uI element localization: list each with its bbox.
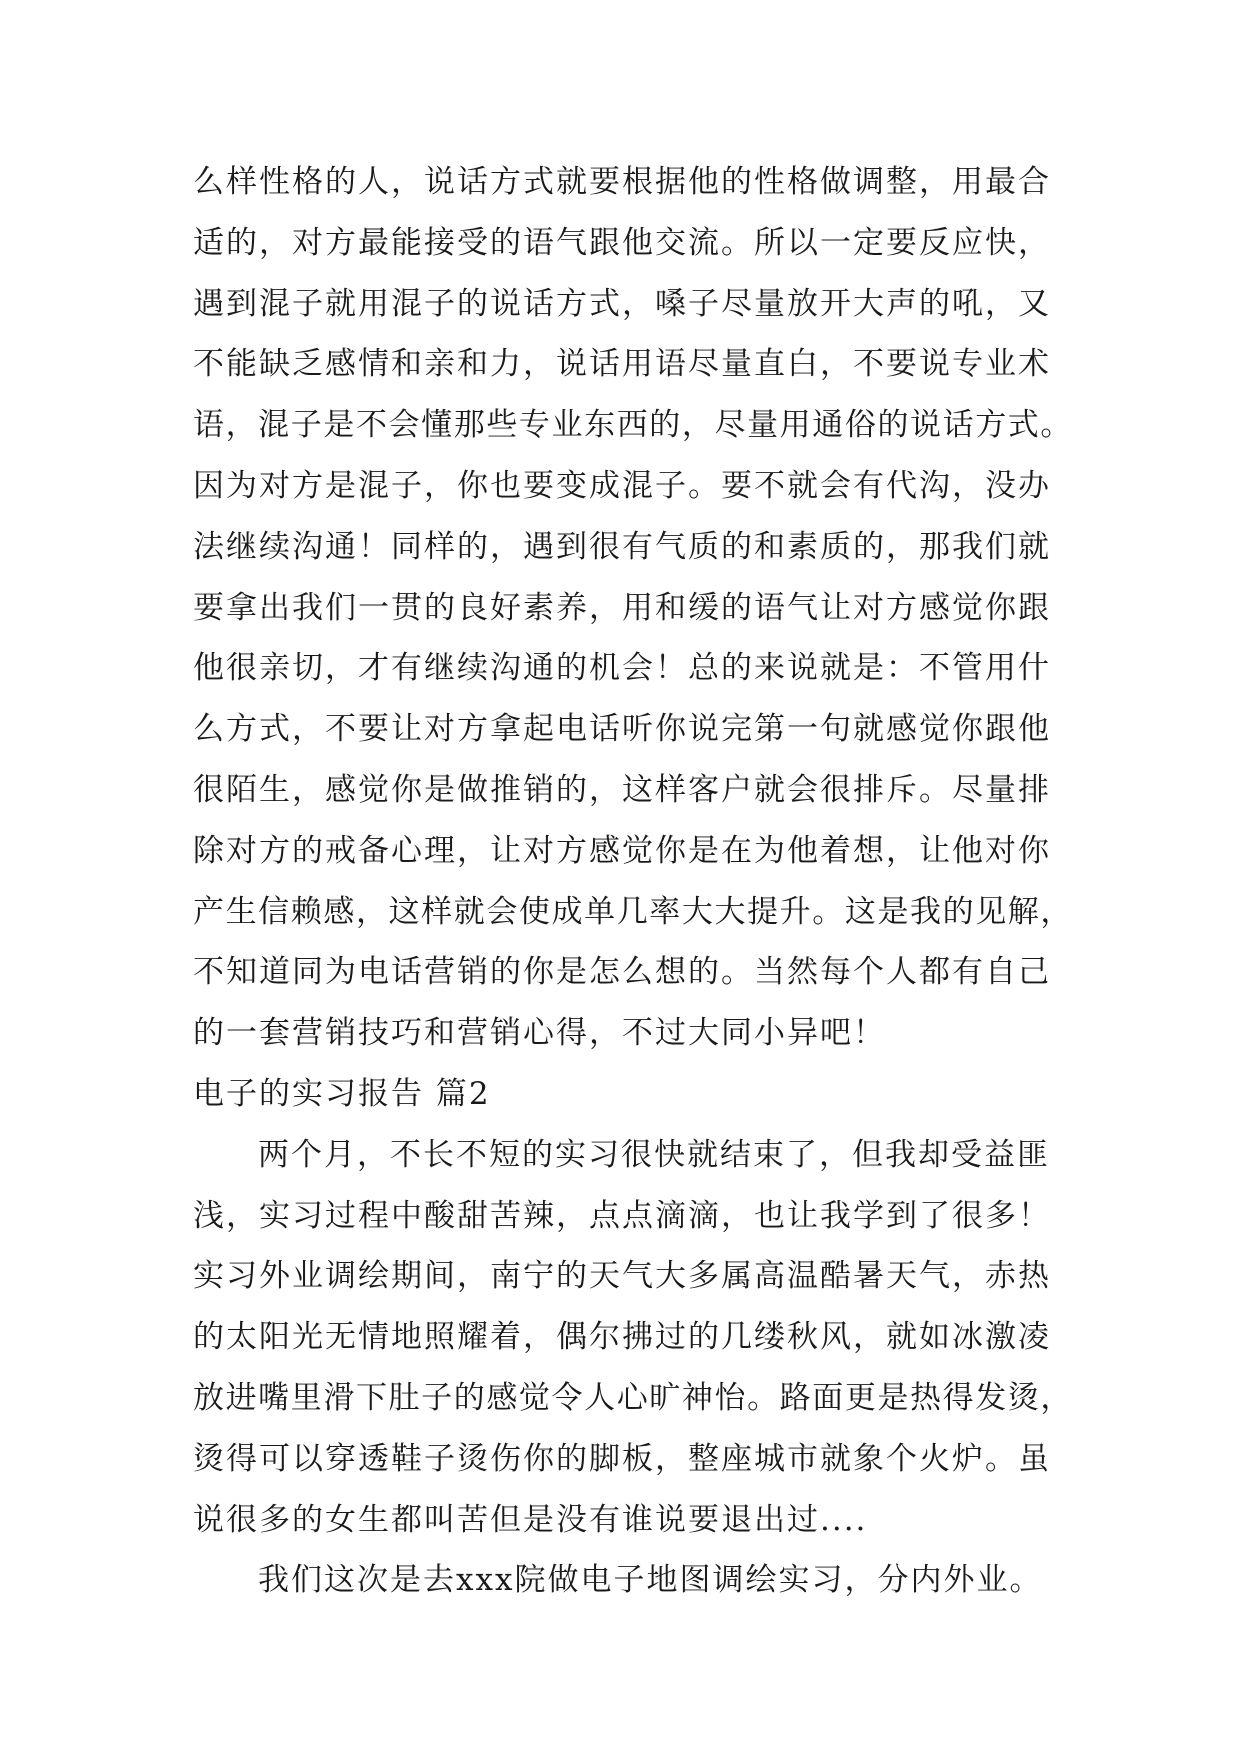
- text-line: 语，混子是不会懂那些专业东西的，尽量用通俗的说话方式。: [193, 407, 1073, 444]
- text-line: 不知道同为电话营销的你是怎么想的。当然每个人都有自己: [193, 954, 1051, 991]
- text-line: 他很亲切，才有继续沟通的机会！总的来说就是：不管用什: [193, 650, 1051, 687]
- text-line: 法继续沟通！同样的，遇到很有气质的和素质的，那我们就: [193, 528, 1051, 565]
- text-line: 实习外业调绘期间，南宁的天气大多属高温酷暑天气，赤热: [193, 1258, 1051, 1295]
- text-line: 遇到混子就用混子的说话方式，嗓子尽量放开大声的吼，又: [193, 285, 1051, 322]
- section-heading: 电子的实习报告 篇2: [193, 1075, 491, 1112]
- text-line: 除对方的戒备心理，让对方感觉你是在为他着想，让他对你: [193, 832, 1051, 869]
- text-line: 烫得可以穿透鞋子烫伤你的脚板，整座城市就象个火炉。虽: [193, 1440, 1051, 1477]
- text-line: 适的，对方最能接受的语气跟他交流。所以一定要反应快，: [193, 224, 1051, 261]
- text-line: 么方式，不要让对方拿起电话听你说完第一句就感觉你跟他: [193, 711, 1051, 748]
- paragraph-first-line: 我们这次是去xxx院做电子地图调绘实习，分内外业。: [258, 1562, 1043, 1599]
- text-line: 的太阳光无情地照耀着，偶尔拂过的几缕秋风，就如冰激凌: [193, 1319, 1051, 1356]
- text-line: 很陌生，感觉你是做推销的，这样客户就会很排斥。尽量排: [193, 771, 1051, 808]
- text-line: 浅，实习过程中酸甜苦辣，点点滴滴，也让我学到了很多！: [193, 1197, 1051, 1234]
- paragraph-first-line: 两个月，不长不短的实习很快就结束了，但我却受益匪: [258, 1136, 1050, 1173]
- text-line: 说很多的女生都叫苦但是没有谁说要退出过....: [193, 1501, 868, 1538]
- text-line: 不能缺乏感情和亲和力，说话用语尽量直白，不要说专业术: [193, 346, 1051, 383]
- document-body: [193, 152, 1073, 1611]
- text-line: 产生信赖感，这样就会使成单几率大大提升。这是我的见解，: [193, 893, 1073, 930]
- text-line: 要拿出我们一贯的良好素养，用和缓的语气让对方感觉你跟: [193, 589, 1051, 626]
- text-line: 因为对方是混子，你也要变成混子。要不就会有代沟，没办: [193, 467, 1051, 504]
- text-line: 的一套营销技巧和营销心得，不过大同小异吧！: [193, 1015, 886, 1052]
- text-line: 么样性格的人，说话方式就要根据他的性格做调整，用最合: [193, 164, 1051, 200]
- text-line: 放进嘴里滑下肚子的感觉令人心旷神怡。路面更是热得发烫，: [193, 1379, 1073, 1416]
